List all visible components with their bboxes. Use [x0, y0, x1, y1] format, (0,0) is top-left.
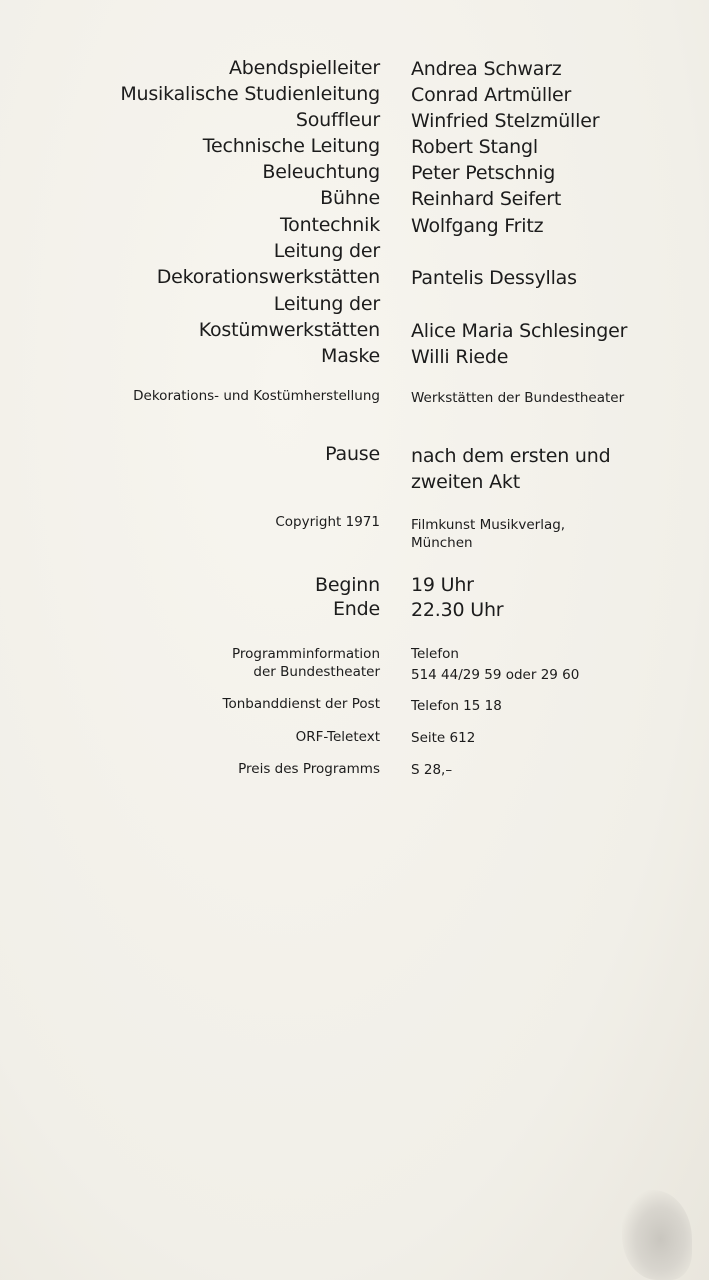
begin-value: 19 Uhr — [411, 574, 474, 596]
credit-label: Leitung der — [273, 240, 380, 262]
program-info-value-line2: 514 44/29 59 oder 29 60 — [411, 667, 580, 683]
credit-value: Robert Stangl — [411, 136, 538, 158]
credit-value: Conrad Artmüller — [411, 84, 572, 106]
credit-value: Pantelis Dessyllas — [411, 267, 577, 289]
credit-label: Tontechnik — [280, 214, 380, 236]
program-info-label-line1: Programminformation — [231, 646, 380, 662]
credit-label: Bühne — [320, 187, 380, 209]
production-label: Dekorations- und Kostümherstellung — [133, 388, 380, 404]
production-value: Werkstätten der Bundestheater — [411, 390, 625, 406]
credit-value: Winfried Stelzmüller — [411, 110, 600, 132]
credit-label: Leitung der — [273, 293, 380, 315]
price-value: S 28,– — [411, 762, 453, 778]
end-label: Ende — [333, 598, 380, 620]
credit-label: Kostümwerkstätten — [198, 319, 380, 341]
copyright-value-line1: Filmkunst Musikverlag, — [411, 517, 566, 533]
copyright-label: Copyright 1971 — [275, 514, 380, 530]
tape-service-label: Tonbanddienst der Post — [222, 696, 380, 712]
credit-label: Dekorationswerkstätten — [156, 266, 380, 288]
program-info-label-line2: der Bundestheater — [253, 664, 380, 680]
credit-label: Technische Leitung — [202, 135, 380, 157]
pause-value-line1: nach dem ersten und — [411, 445, 611, 467]
credit-label: Beleuchtung — [262, 161, 380, 183]
credit-value: Wolfgang Fritz — [411, 215, 544, 237]
tape-service-value: Telefon 15 18 — [411, 698, 502, 714]
credit-label: Souffleur — [295, 109, 380, 131]
credit-label: Abendspielleiter — [228, 57, 380, 79]
credit-value: Peter Petschnig — [411, 162, 556, 184]
teletext-label: ORF-Teletext — [295, 729, 380, 745]
teletext-value: Seite 612 — [411, 730, 476, 746]
credit-value: Reinhard Seifert — [411, 188, 562, 210]
credit-label: Maske — [321, 345, 380, 367]
copyright-value-line2: München — [411, 535, 473, 551]
credit-value: Andrea Schwarz — [411, 58, 562, 80]
pause-label: Pause — [325, 443, 380, 465]
credit-value: Alice Maria Schlesinger — [411, 320, 628, 342]
credit-label: Musikalische Studienleitung — [120, 83, 380, 105]
price-label: Preis des Programms — [238, 761, 380, 777]
end-value: 22.30 Uhr — [411, 599, 504, 621]
pause-value-line2: zweiten Akt — [411, 471, 520, 493]
program-info-value-line1: Telefon — [411, 646, 459, 662]
begin-label: Beginn — [315, 574, 380, 596]
credit-value: Willi Riede — [411, 346, 509, 368]
paper-stain — [622, 1190, 692, 1280]
